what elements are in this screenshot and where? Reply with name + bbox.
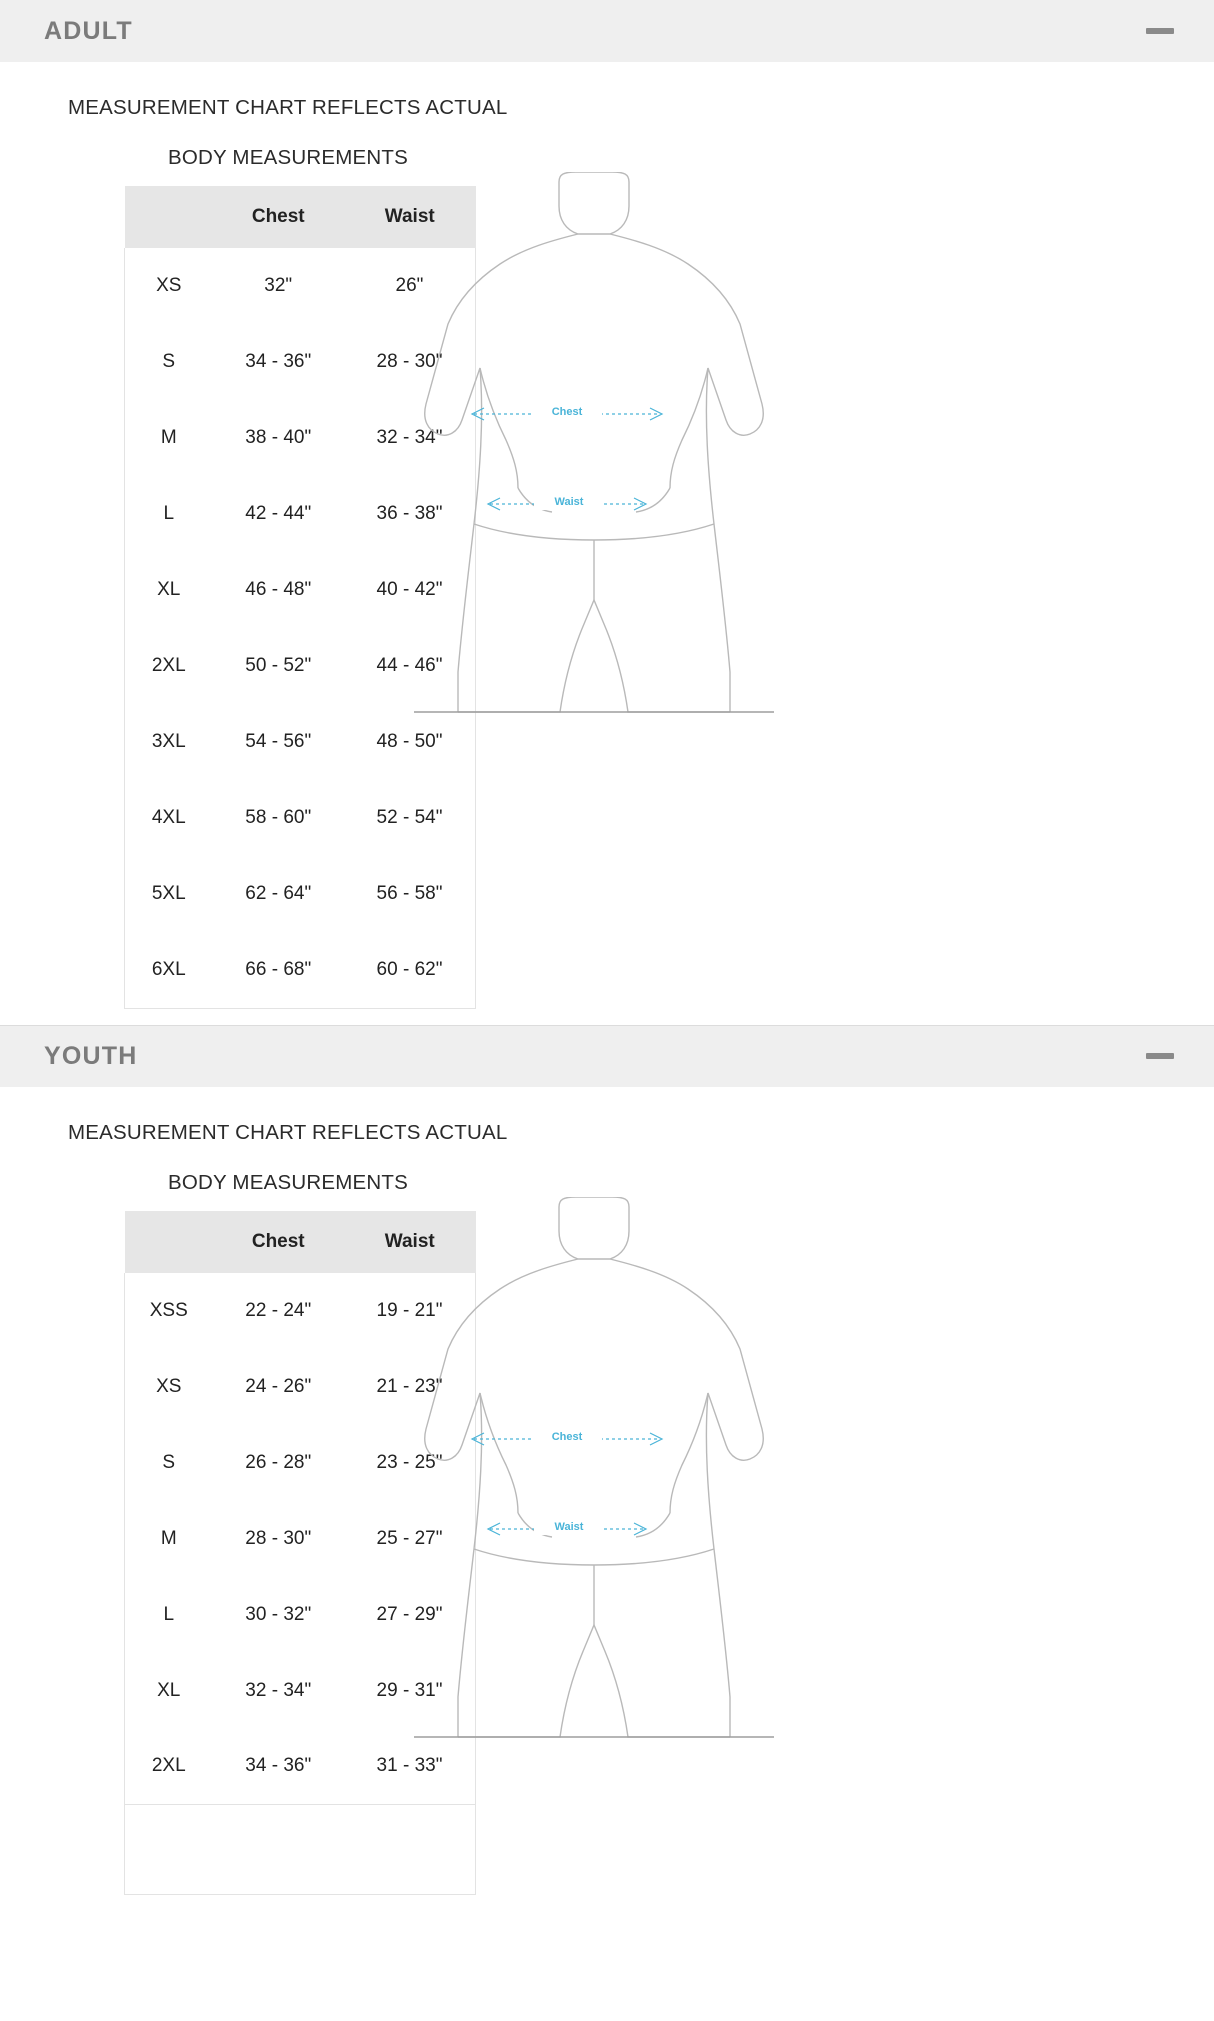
cell-size: L — [125, 476, 213, 552]
cell-waist: 27 - 29" — [344, 1577, 476, 1653]
minus-icon[interactable] — [1146, 1053, 1174, 1059]
cell-chest: 54 - 56" — [213, 704, 345, 780]
cell-size: 3XL — [125, 704, 213, 780]
cell-waist: 21 - 23" — [344, 1349, 476, 1425]
body-diagram-adult — [414, 172, 774, 737]
table-row — [125, 932, 476, 1008]
cell-waist: 29 - 31" — [344, 1653, 476, 1729]
table-header-waist: Waist — [344, 1211, 476, 1273]
headline-youth: MEASUREMENT CHART REFLECTS ACTUAL — [68, 1120, 508, 1144]
section-title-adult: ADULT — [44, 16, 133, 45]
cell-chest: 46 - 48" — [213, 552, 345, 628]
subhead-youth: BODY MEASUREMENTS — [168, 1170, 408, 1194]
chest-label-adult: Chest — [551, 406, 583, 418]
table-header-corner — [125, 186, 213, 248]
cell-chest: 42 - 44" — [213, 476, 345, 552]
subhead-adult: BODY MEASUREMENTS — [168, 146, 408, 169]
headline-adult: MEASUREMENT CHART REFLECTS ACTUAL — [68, 96, 508, 119]
cell-chest: 26 - 28" — [213, 1425, 345, 1501]
cell-size: 6XL — [125, 932, 213, 1008]
cell-size: S — [125, 324, 213, 400]
cell-size: XL — [125, 1653, 213, 1729]
waist-label-youth: Waist — [554, 1520, 584, 1533]
table-header-waist: Waist — [344, 186, 476, 248]
cell-size: XS — [125, 248, 213, 324]
cell-chest: 28 - 30" — [213, 1501, 345, 1577]
section-header-adult[interactable] — [0, 0, 1214, 62]
cell-waist: 48 - 50" — [344, 704, 476, 780]
cell-waist: 44 - 46" — [344, 628, 476, 704]
cell-waist: 28 - 30" — [344, 324, 476, 400]
section-header-youth[interactable] — [0, 1025, 1214, 1087]
cell-waist: 26" — [344, 248, 476, 324]
cell-chest: 38 - 40" — [213, 400, 345, 476]
body-diagram-youth — [414, 1197, 774, 1762]
cell-chest: 32" — [213, 248, 345, 324]
table-header-chest: Chest — [213, 186, 345, 248]
cell-size: M — [125, 1501, 213, 1577]
cell-size: L — [125, 1577, 213, 1653]
cell-chest: 32 - 34" — [213, 1653, 345, 1729]
cell-waist: 32 - 34" — [344, 400, 476, 476]
cell-waist: 60 - 62" — [344, 932, 476, 1008]
table-bottom-spacer — [124, 1805, 476, 1895]
cell-size: 2XL — [125, 628, 213, 704]
cell-size: XL — [125, 552, 213, 628]
cell-waist: 23 - 25" — [344, 1425, 476, 1501]
cell-chest: 34 - 36" — [213, 1729, 345, 1805]
table-header-chest: Chest — [213, 1211, 345, 1273]
cell-size: S — [125, 1425, 213, 1501]
cell-waist: 36 - 38" — [344, 476, 476, 552]
cell-chest: 22 - 24" — [213, 1273, 345, 1349]
cell-size: 4XL — [125, 780, 213, 856]
cell-size: 5XL — [125, 856, 213, 932]
section-title-youth: YOUTH — [44, 1041, 138, 1070]
table-row — [125, 856, 476, 932]
cell-waist: 25 - 27" — [344, 1501, 476, 1577]
section-body-youth — [0, 1087, 1214, 1896]
cell-size: XS — [125, 1349, 213, 1425]
chest-label-youth: Chest — [551, 1430, 583, 1443]
table-row — [125, 780, 476, 856]
waist-label-adult: Waist — [554, 496, 584, 508]
table-header-corner — [125, 1211, 213, 1273]
cell-waist: 19 - 21" — [344, 1273, 476, 1349]
cell-size: M — [125, 400, 213, 476]
cell-chest: 50 - 52" — [213, 628, 345, 704]
cell-waist: 40 - 42" — [344, 552, 476, 628]
cell-chest: 24 - 26" — [213, 1349, 345, 1425]
cell-chest: 62 - 64" — [213, 856, 345, 932]
cell-size: 2XL — [125, 1729, 213, 1805]
cell-waist: 56 - 58" — [344, 856, 476, 932]
section-body-adult — [0, 62, 1214, 1025]
table-bottom-spacer — [0, 1009, 1214, 1025]
cell-size: XSS — [125, 1273, 213, 1349]
cell-waist: 31 - 33" — [344, 1729, 476, 1805]
cell-chest: 58 - 60" — [213, 780, 345, 856]
cell-chest: 34 - 36" — [213, 324, 345, 400]
cell-chest: 30 - 32" — [213, 1577, 345, 1653]
cell-waist: 52 - 54" — [344, 780, 476, 856]
minus-icon[interactable] — [1146, 28, 1174, 34]
cell-chest: 66 - 68" — [213, 932, 345, 1008]
